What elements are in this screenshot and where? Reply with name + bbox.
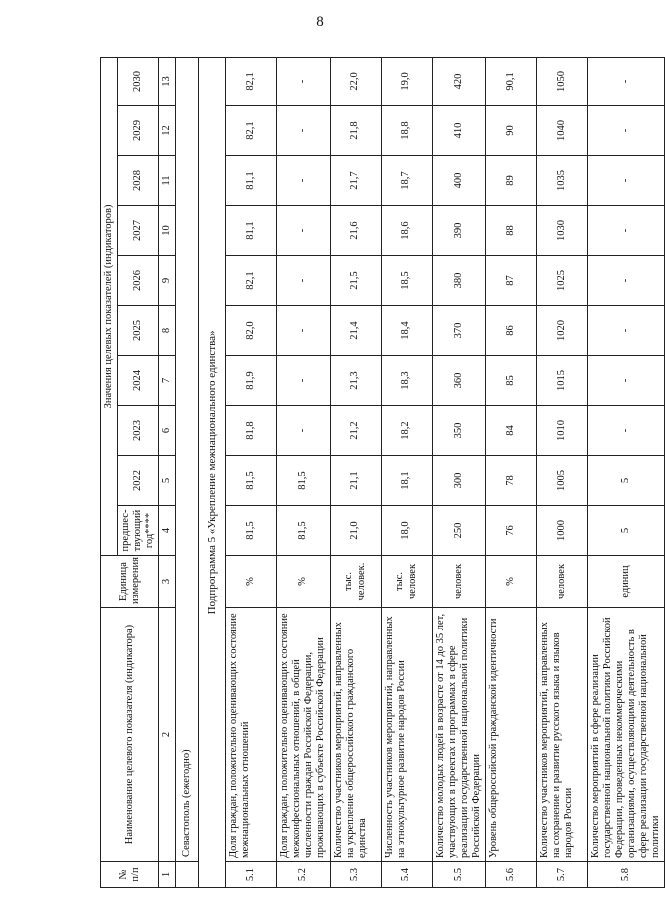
- year-value-2022: 81,5: [277, 456, 330, 506]
- row-number: 5.1: [226, 862, 277, 888]
- region-num-cell: [176, 862, 199, 888]
- indicator-unit: единиц: [587, 556, 664, 608]
- table-row: [277, 57, 330, 887]
- year-value-2026: 82,1: [226, 256, 277, 306]
- index-row: [159, 57, 176, 887]
- prev-year-value: 18,0: [381, 506, 432, 556]
- region-row: [176, 57, 199, 887]
- year-value-2028: 18,7: [381, 156, 432, 206]
- index-cell: 13: [159, 57, 176, 105]
- indicator-unit: %: [485, 556, 536, 608]
- row-number: 5.2: [277, 862, 330, 888]
- year-value-2030: -: [277, 57, 330, 105]
- year-value-2030: -: [587, 57, 664, 105]
- year-value-2022: 300: [432, 456, 485, 506]
- year-value-2023: 84: [485, 406, 536, 456]
- indicator-unit: человек: [432, 556, 485, 608]
- year-value-2026: 1025: [536, 256, 587, 306]
- year-value-2030: 420: [432, 57, 485, 105]
- indicator-name: Количество молодых людей в возрасте от 14 до 35 лет, участвующих в проектах и программах в сфере реализации государственной национальной политики Российской Федерации: [432, 608, 485, 862]
- prev-year-value: 250: [432, 506, 485, 556]
- table-row: [381, 57, 432, 887]
- year-value-2022: 81,5: [226, 456, 277, 506]
- year-value-2024: -: [587, 356, 664, 406]
- year-value-2024: 1015: [536, 356, 587, 406]
- table-row: [432, 57, 485, 887]
- index-cell: 1: [159, 862, 176, 888]
- year-value-2023: 18,2: [381, 406, 432, 456]
- region-label: Севастополь (ежегодно): [176, 57, 199, 861]
- year-value-2027: 81,1: [226, 206, 277, 256]
- table-row: [587, 57, 664, 887]
- year-value-2023: 350: [432, 406, 485, 456]
- year-value-2022: 5: [587, 456, 664, 506]
- year-value-2025: 82,0: [226, 306, 277, 356]
- indicator-unit: человек: [536, 556, 587, 608]
- year-value-2025: 86: [485, 306, 536, 356]
- header-year-2023: 2023: [118, 406, 159, 456]
- indicator-unit: %: [226, 556, 277, 608]
- indicator-name: Количество мероприятий в сфере реализации государственной национальной политики Российской Федерации, проведенных некоммерческими организациями, осуществляющими деятельность в сфере реализации государственной национальной политики: [587, 608, 664, 862]
- indicator-unit: тыс. человек.: [330, 556, 381, 608]
- year-value-2029: 18,8: [381, 106, 432, 156]
- year-value-2029: 90: [485, 106, 536, 156]
- year-value-2024: 360: [432, 356, 485, 406]
- year-value-2026: 21,5: [330, 256, 381, 306]
- header-year-2030: 2030: [118, 57, 159, 105]
- year-value-2027: 1030: [536, 206, 587, 256]
- indicator-unit: тыс. человек: [381, 556, 432, 608]
- year-value-2024: 21,3: [330, 356, 381, 406]
- year-value-2023: -: [277, 406, 330, 456]
- index-cell: 9: [159, 256, 176, 306]
- year-value-2023: 21,2: [330, 406, 381, 456]
- year-value-2023: -: [587, 406, 664, 456]
- index-cell: 12: [159, 106, 176, 156]
- header-prev-year: предшес-твующий год****: [118, 506, 159, 556]
- year-value-2028: 400: [432, 156, 485, 206]
- header-num: № п/п: [101, 862, 159, 888]
- year-value-2027: 88: [485, 206, 536, 256]
- prev-year-value: 81,5: [226, 506, 277, 556]
- year-value-2028: -: [277, 156, 330, 206]
- year-value-2028: -: [587, 156, 664, 206]
- year-value-2028: 89: [485, 156, 536, 206]
- row-number: 5.8: [587, 862, 664, 888]
- year-value-2029: 1040: [536, 106, 587, 156]
- header-year-2022: 2022: [118, 456, 159, 506]
- indicator-name: Количество участников мероприятий, направленных на укрепление общероссийского гражданского единства: [330, 608, 381, 862]
- index-cell: 3: [159, 556, 176, 608]
- indicator-name: Количество участников мероприятий, направленных на сохранение и развитие русского языка и языков народов России: [536, 608, 587, 862]
- subprogram-row: [199, 57, 226, 887]
- header-year-2027: 2027: [118, 206, 159, 256]
- index-cell: 2: [159, 608, 176, 862]
- year-value-2029: 21,8: [330, 106, 381, 156]
- page-number: 8: [316, 14, 324, 30]
- header-year-2024: 2024: [118, 356, 159, 406]
- header-name: Наименование целевого показателя (индикатора): [101, 608, 159, 862]
- year-value-2026: -: [587, 256, 664, 306]
- subprogram-title: Подпрограмма 5 «Укрепление межнационального единства»: [199, 57, 226, 887]
- year-value-2027: -: [277, 206, 330, 256]
- indicator-name: Уровень общероссийской гражданской идентичности: [485, 608, 536, 862]
- index-cell: 11: [159, 156, 176, 206]
- year-value-2022: 18,1: [381, 456, 432, 506]
- header-year-2028: 2028: [118, 156, 159, 206]
- year-value-2026: 18,5: [381, 256, 432, 306]
- year-value-2030: 90,1: [485, 57, 536, 105]
- year-value-2025: -: [277, 306, 330, 356]
- row-number: 5.6: [485, 862, 536, 888]
- index-cell: 10: [159, 206, 176, 256]
- row-number: 5.4: [381, 862, 432, 888]
- year-value-2028: 1035: [536, 156, 587, 206]
- row-number: 5.7: [536, 862, 587, 888]
- index-cell: 5: [159, 456, 176, 506]
- year-value-2030: 22,0: [330, 57, 381, 105]
- year-value-2022: 21,1: [330, 456, 381, 506]
- year-value-2024: 85: [485, 356, 536, 406]
- year-value-2024: 81,9: [226, 356, 277, 406]
- year-value-2029: -: [587, 106, 664, 156]
- year-value-2030: 1050: [536, 57, 587, 105]
- index-cell: 8: [159, 306, 176, 356]
- year-value-2029: -: [277, 106, 330, 156]
- prev-year-value: 1000: [536, 506, 587, 556]
- prev-year-value: 81,5: [277, 506, 330, 556]
- year-value-2024: -: [277, 356, 330, 406]
- year-value-2030: 19,0: [381, 57, 432, 105]
- year-value-2025: 1020: [536, 306, 587, 356]
- year-value-2030: 82,1: [226, 57, 277, 105]
- header-unit: Единица измерения: [101, 556, 159, 608]
- header-row-1: [101, 57, 118, 887]
- index-cell: 4: [159, 506, 176, 556]
- header-year-2026: 2026: [118, 256, 159, 306]
- year-value-2029: 82,1: [226, 106, 277, 156]
- indicator-name: Доля граждан, положительно оценивающих состояние межконфессиональных отношений, в общей численности граждан Российской Федерации, проживающих в субъекте Российской Федерации: [277, 608, 330, 862]
- year-value-2022: 1005: [536, 456, 587, 506]
- year-value-2026: -: [277, 256, 330, 306]
- year-value-2027: 18,6: [381, 206, 432, 256]
- year-value-2022: 78: [485, 456, 536, 506]
- year-value-2025: 18,4: [381, 306, 432, 356]
- table-row: [226, 57, 277, 887]
- year-value-2025: 370: [432, 306, 485, 356]
- year-value-2025: 21,4: [330, 306, 381, 356]
- row-number: 5.3: [330, 862, 381, 888]
- indicator-name: Численность участников мероприятий, направленных на этнокультурное развитие народов России: [381, 608, 432, 862]
- rotated-table-container: [100, 58, 662, 888]
- year-value-2027: 21,6: [330, 206, 381, 256]
- year-value-2026: 380: [432, 256, 485, 306]
- year-value-2025: -: [587, 306, 664, 356]
- table-row: [536, 57, 587, 887]
- header-year-2025: 2025: [118, 306, 159, 356]
- year-value-2024: 18,3: [381, 356, 432, 406]
- year-value-2027: 390: [432, 206, 485, 256]
- index-cell: 7: [159, 356, 176, 406]
- year-value-2027: -: [587, 206, 664, 256]
- table-row: [485, 57, 536, 887]
- year-value-2028: 21,7: [330, 156, 381, 206]
- year-value-2029: 410: [432, 106, 485, 156]
- prev-year-value: 5: [587, 506, 664, 556]
- year-value-2023: 81,8: [226, 406, 277, 456]
- year-value-2026: 87: [485, 256, 536, 306]
- index-cell: 6: [159, 406, 176, 456]
- row-number: 5.5: [432, 862, 485, 888]
- year-value-2028: 81,1: [226, 156, 277, 206]
- prev-year-value: 21,0: [330, 506, 381, 556]
- header-values-group: Значения целевых показателей (индикаторов): [101, 57, 118, 555]
- indicator-unit: %: [277, 556, 330, 608]
- indicators-table: [100, 57, 665, 888]
- prev-year-value: 76: [485, 506, 536, 556]
- table-row: [330, 57, 381, 887]
- indicator-name: Доля граждан, положительно оценивающих состояние межнациональных отношений: [226, 608, 277, 862]
- year-value-2023: 1010: [536, 406, 587, 456]
- header-year-2029: 2029: [118, 106, 159, 156]
